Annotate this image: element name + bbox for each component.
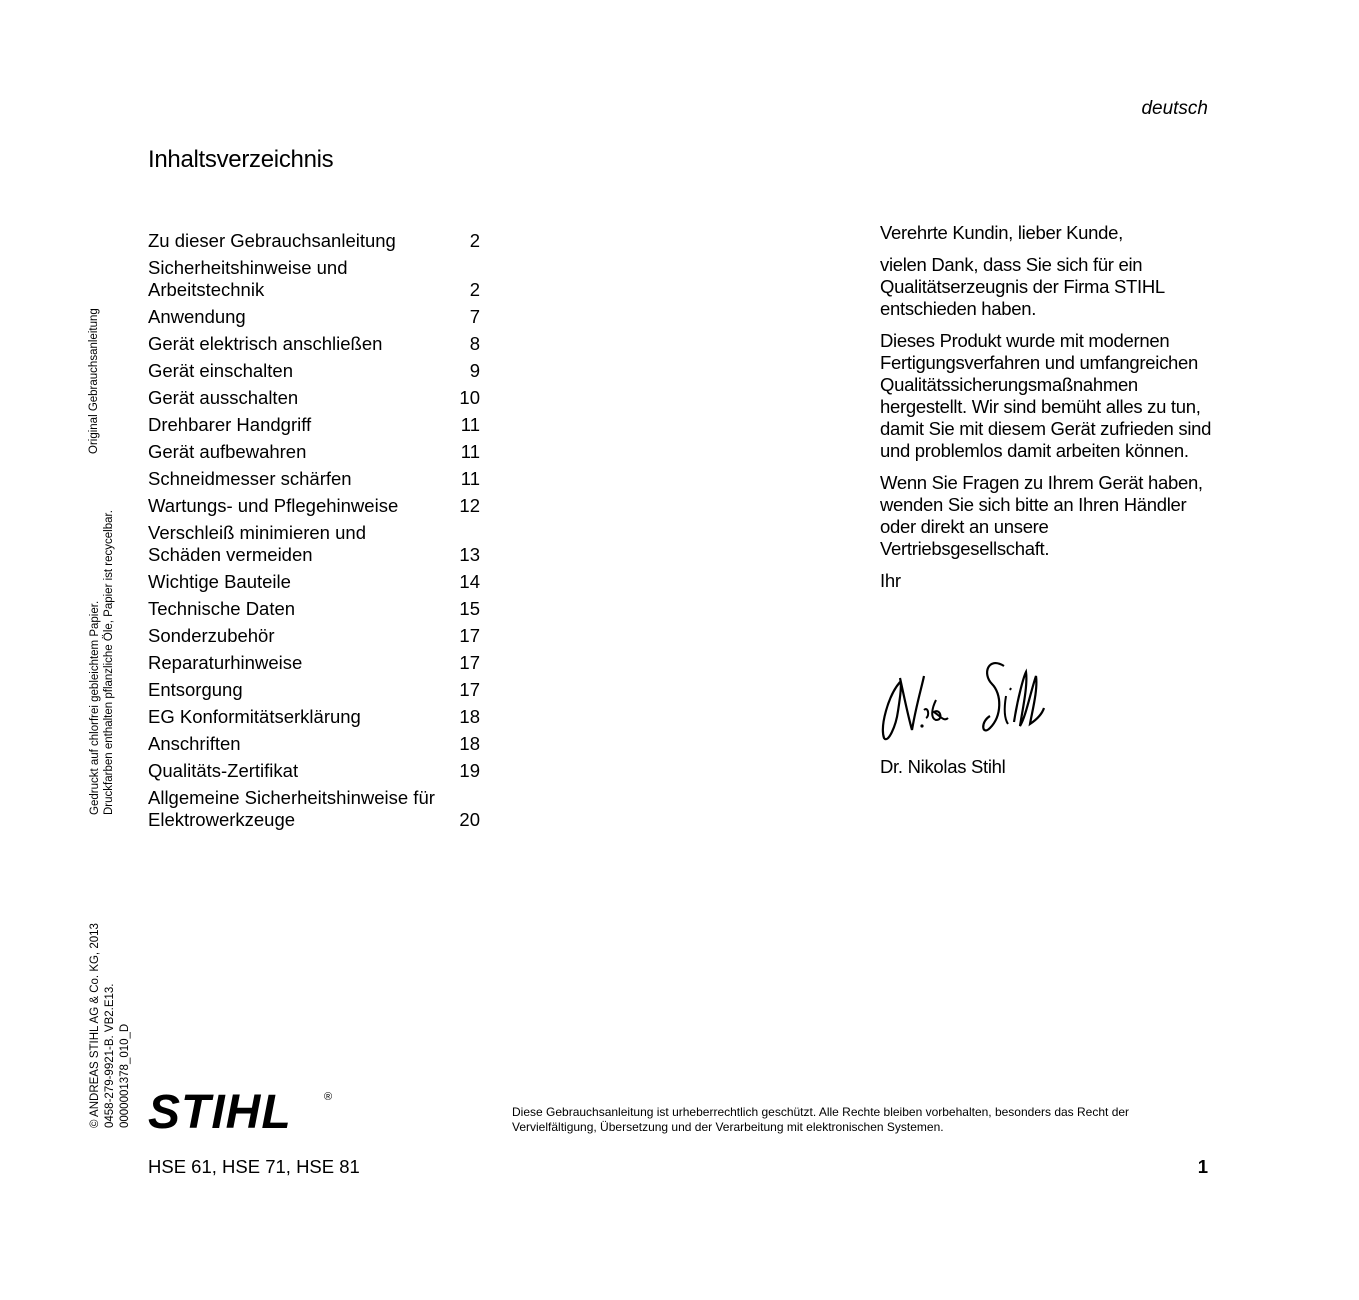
page-number: 1 (1197, 1156, 1208, 1177)
toc-entry-label: Gerät einschalten (148, 359, 294, 381)
stihl-logo (146, 1086, 338, 1134)
page-title: Inhaltsverzeichnis (148, 146, 334, 173)
toc-entry-page: 11 (460, 413, 480, 435)
toc-entry-page: 17 (459, 624, 480, 646)
side-note-original: Original Gebrauchsanleitung (88, 308, 100, 454)
toc-entry (148, 519, 480, 568)
toc-entry-label: Anschriften (148, 732, 241, 754)
toc-entry (148, 357, 480, 384)
toc-entry-label: Verschleiß minimieren und Schäden vermeiden (148, 521, 366, 565)
toc-entry-page: 17 (459, 651, 480, 673)
toc-entry (148, 568, 480, 595)
letter-paragraph-1: vielen Dank, dass Sie sich für ein Qualitätserzeugnis der Firma STIHL entschieden haben. (880, 254, 1165, 319)
toc-entry-label: Drehbarer Handgriff (148, 413, 312, 435)
toc-entry-page: 2 (469, 229, 480, 251)
toc-entry-page: 2 (469, 278, 480, 300)
signer-name: Dr. Nikolas Stihl (880, 756, 1006, 777)
toc-entry-label: Schneidmesser schärfen (148, 467, 352, 489)
toc-entry-label: Qualitäts-Zertifikat (148, 759, 299, 781)
side-note-copyright: © ANDREAS STIHL AG & Co. KG, 2013 0458-279-9921-B. VB2.E13. 0000001378_010_D (89, 923, 131, 1128)
toc-entry-label: Reparaturhinweise (148, 651, 303, 673)
toc-entry (148, 622, 480, 649)
toc-entry-page: 9 (469, 359, 480, 381)
toc-entry (148, 730, 480, 757)
toc-entry (148, 227, 480, 254)
toc-entry-label: Technische Daten (148, 597, 296, 619)
letter-closing: Ihr (880, 570, 901, 591)
toc-entry (148, 438, 480, 465)
copyright-note: Diese Gebrauchsanleitung ist urheberrechtlich geschützt. Alle Rechte bleiben vorbehalten, besonders das Recht der Vervielfältigung, Übersetzung und der Verarbeitung mit elektronischen Systemen. (512, 1105, 1130, 1134)
toc-entry-page: 14 (459, 570, 480, 592)
toc-entry-page: 19 (459, 759, 480, 781)
toc-entry-page: 17 (459, 678, 480, 700)
model-names: HSE 61, HSE 71, HSE 81 (148, 1156, 360, 1177)
toc-entry-label: Sonderzubehör (148, 624, 275, 646)
toc-entry (148, 303, 480, 330)
signature-image (878, 656, 1050, 746)
toc-entry-page: 10 (459, 386, 480, 408)
letter-paragraph-3: Wenn Sie Fragen zu Ihrem Gerät haben, wenden Sie sich bitte an Ihren Händler oder direkt an unsere Vertriebsgesellschaft. (880, 472, 1203, 559)
toc-entry (148, 595, 480, 622)
toc-entry (148, 757, 480, 784)
toc-entry (148, 703, 480, 730)
toc-entry-page: 11 (460, 467, 480, 489)
toc-entry-page: 20 (459, 808, 480, 830)
language-label: deutsch (1141, 98, 1208, 119)
logo-wordmark: STIHL (148, 1086, 292, 1134)
toc-entry-label: Wartungs- und Pflegehinweise (148, 494, 399, 516)
toc-entry-label: EG Konformitätserklärung (148, 705, 361, 727)
registered-mark: ® (324, 1091, 333, 1103)
toc-entry-page: 18 (459, 705, 480, 727)
toc-entry-label: Gerät elektrisch anschließen (148, 332, 383, 354)
toc-entry (148, 676, 480, 703)
toc-entry (148, 492, 480, 519)
toc-entry-label: Wichtige Bauteile (148, 570, 291, 592)
toc-entry (148, 465, 480, 492)
toc-entry-label: Zu dieser Gebrauchsanleitung (148, 229, 396, 251)
toc-entry-page: 13 (459, 543, 480, 565)
toc-entry-label: Entsorgung (148, 678, 243, 700)
toc-entry-page: 12 (459, 494, 480, 516)
side-note-paper: Gedruckt auf chlorfrei gebleichtem Papier. Druckfarben enthalten pflanzliche Öle, Papier ist recycelbar. (89, 510, 115, 815)
letter-paragraph-2: Dieses Produkt wurde mit modernen Fertigungsverfahren und umfangreichen Qualitätssicherungsmaßnahmen hergestellt. Wir sind bemüht alles zu tun, damit Sie mit diesem Gerät zufrieden sind und problemlos damit arbeiten können. (880, 330, 1212, 461)
toc-entry (148, 784, 480, 833)
toc-entry (148, 649, 480, 676)
toc-entry-label: Gerät ausschalten (148, 386, 299, 408)
toc-entry-page: 7 (469, 305, 480, 327)
toc-entry (148, 411, 480, 438)
toc-entry (148, 330, 480, 357)
welcome-letter (880, 222, 1215, 602)
toc-entry-label: Sicherheitshinweise und Arbeitstechnik (148, 256, 348, 300)
toc-entry (148, 254, 480, 303)
toc-entry-page: 11 (460, 440, 480, 462)
letter-greeting: Verehrte Kundin, lieber Kunde, (880, 222, 1123, 243)
toc-entry-page: 15 (459, 597, 480, 619)
toc-entry-page: 18 (459, 732, 480, 754)
toc-entry-label: Gerät aufbewahren (148, 440, 307, 462)
toc-entry-page: 8 (469, 332, 480, 354)
toc-entry (148, 384, 480, 411)
toc-entry-label: Anwendung (148, 305, 246, 327)
table-of-contents (148, 227, 480, 833)
toc-entry-label: Allgemeine Sicherheitshinweise für Elektrowerkzeuge (148, 786, 435, 830)
